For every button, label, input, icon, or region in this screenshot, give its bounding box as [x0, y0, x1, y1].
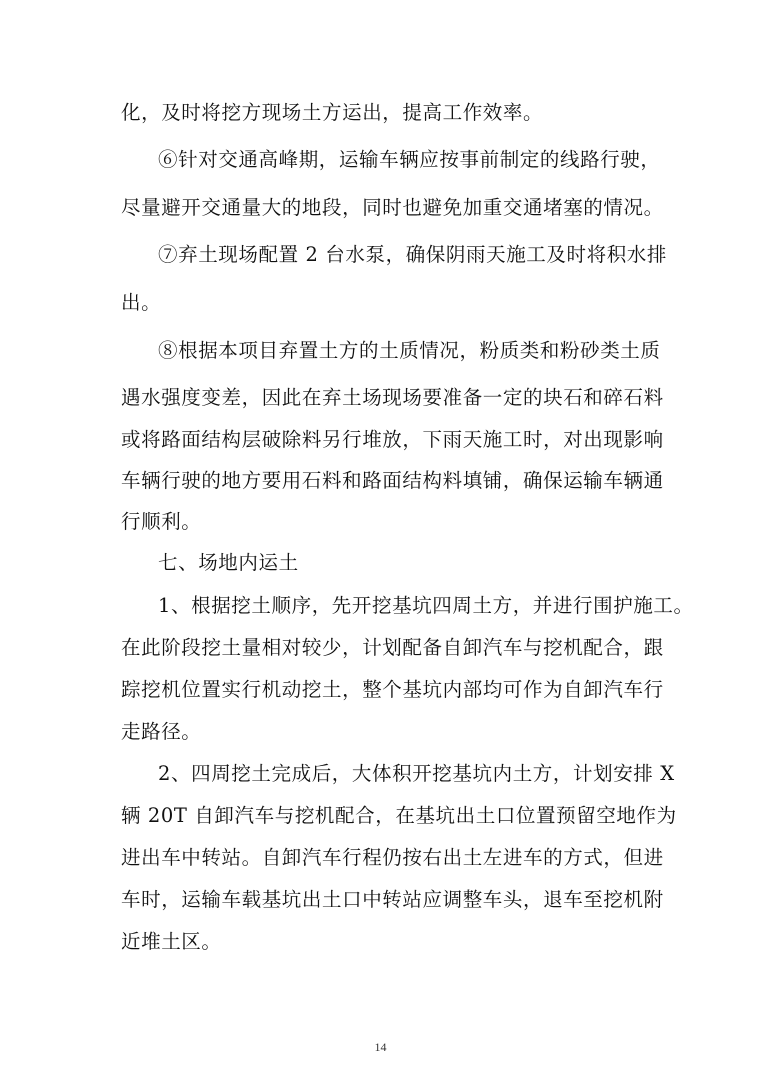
list-item-8: ⑧根据本项目弃置土方的土质情况，粉质类和粉砂类土质	[158, 339, 661, 362]
paragraph-line: 近堆土区。	[121, 930, 222, 953]
paragraph-line: 辆 20T 自卸汽车与挖机配合，在基坑出土口位置预留空地作为	[121, 804, 677, 827]
paragraph-line: 踪挖机位置实行机动挖土，整个基坑内部均可作为自卸汽车行	[121, 678, 664, 701]
list-item-7: ⑦弃土现场配置 2 台水泵，确保阴雨天施工及时将积水排	[158, 243, 668, 266]
paragraph-line: 或将路面结构层破除料另行堆放，下雨天施工时，对出现影响	[121, 428, 664, 451]
paragraph-line: 出。	[121, 291, 162, 314]
paragraph-line: 车辆行驶的地方要用石料和路面结构料填铺，确保运输车辆通	[121, 469, 664, 492]
section-heading: 七、场地内运土	[158, 551, 299, 574]
paragraph-line: 遇水强度变差，因此在弃土场现场要准备一定的块石和碎石料	[121, 386, 664, 409]
paragraph-line: 车时，运输车载基坑出土口中转站应调整车头，退车至挖机附	[121, 888, 664, 911]
list-item-1: 1、根据挖土顺序，先开挖基坑四周土方，并进行围护施工。	[158, 594, 694, 617]
list-item-6: ⑥针对交通高峰期，运输车辆应按事前制定的线路行驶，	[158, 148, 661, 171]
paragraph-line: 化，及时将挖方现场土方运出，提高工作效率。	[121, 101, 544, 124]
paragraph-line: 尽量避开交通量大的地段，同时也避免加重交通堵塞的情况。	[121, 196, 664, 219]
paragraph-line: 在此阶段挖土量相对较少，计划配备自卸汽车与挖机配合，跟	[121, 636, 664, 659]
paragraph-line: 走路径。	[121, 720, 202, 743]
page-number: 14	[374, 1040, 387, 1054]
paragraph-line: 行顺利。	[121, 510, 202, 533]
paragraph-line: 进出车中转站。自卸汽车行程仍按右出土左进车的方式，但进	[121, 846, 664, 869]
list-item-2: 2、四周挖土完成后，大体积开挖基坑内土方，计划安排 X	[158, 762, 675, 785]
